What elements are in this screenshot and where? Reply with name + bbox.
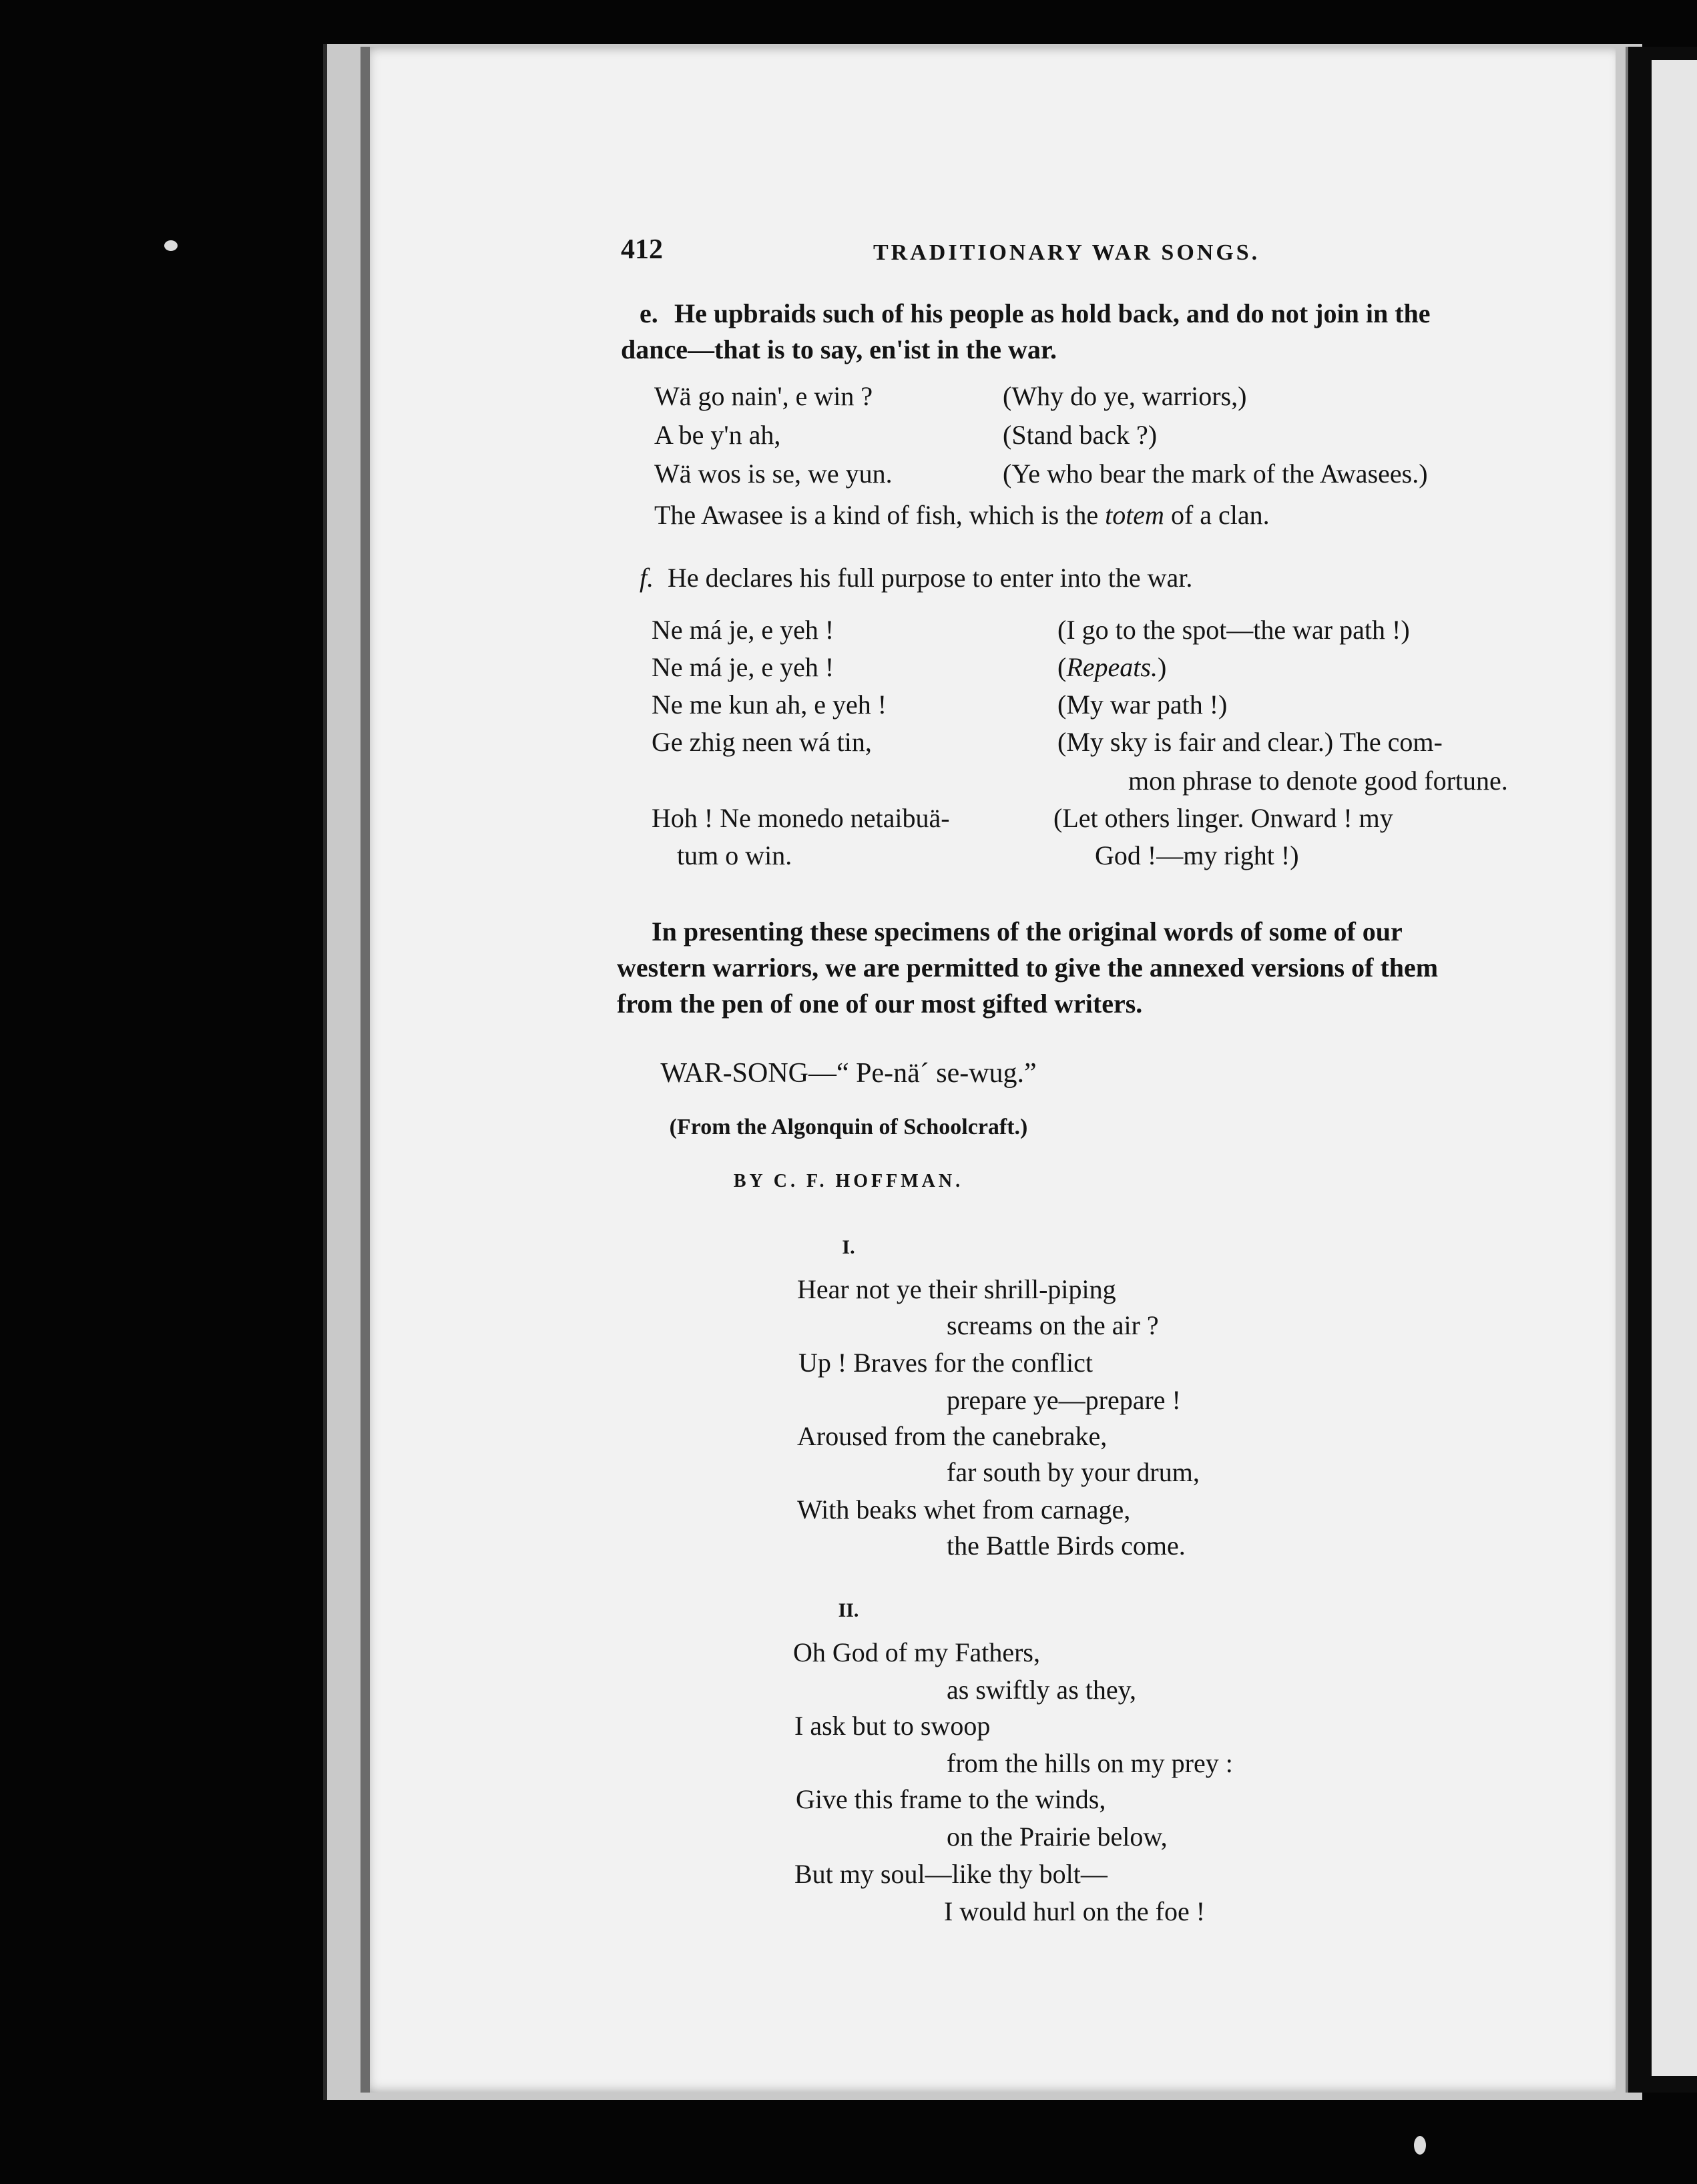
section-e-intro-line2: dance—that is to say, en'ist in the war. xyxy=(621,334,1057,364)
awasee-note-post: of a clan. xyxy=(1164,500,1270,530)
verse-line: Give this frame to the winds, xyxy=(796,1784,1106,1814)
section-e-marker: e. xyxy=(640,298,658,328)
verse-native: Ge zhig neen wá tin, xyxy=(652,727,872,757)
song-source: (From the Algonquin of Schoolcraft.) xyxy=(669,1115,1028,1139)
verse-english-continued: mon phrase to denote good fortune. xyxy=(1128,766,1508,796)
verse-line: far south by your drum, xyxy=(947,1457,1200,1487)
verse-english: (My war path !) xyxy=(1057,690,1228,720)
paragraph-line: In presenting these specimens of the original words of some of our xyxy=(652,916,1403,946)
verse-line: Up ! Braves for the conflict xyxy=(798,1348,1093,1378)
verse-native: Wä go nain', e win ? xyxy=(654,381,873,411)
verse-native: Ne má je, e yeh ! xyxy=(652,615,834,645)
verse-native: Ne me kun ah, e yeh ! xyxy=(652,690,887,720)
verse-native: Hoh ! Ne monedo netaibuä- xyxy=(652,803,950,833)
verse-line: I would hurl on the foe ! xyxy=(944,1896,1206,1926)
verse-native: Ne má je, e yeh ! xyxy=(652,652,834,682)
verse-english: (Why do ye, warriors,) xyxy=(1003,381,1247,411)
verse-english: (Stand back ?) xyxy=(1003,420,1158,450)
stanza-numeral: I. xyxy=(842,1236,855,1258)
verse-line: Oh God of my Fathers, xyxy=(793,1637,1040,1667)
song-byline: BY C. F. HOFFMAN. xyxy=(733,1171,964,1191)
verse-line: I ask but to swoop xyxy=(794,1711,991,1741)
verse-line: screams on the air ? xyxy=(947,1310,1159,1340)
verse-native-continued: tum o win. xyxy=(677,840,792,870)
scan-speck xyxy=(1414,2136,1426,2155)
verse-line: the Battle Birds come. xyxy=(947,1531,1186,1561)
verse-english-open: ( xyxy=(1057,652,1067,682)
verse-english: (My sky is fair and clear.) The com- xyxy=(1057,727,1443,757)
stanza-numeral: II. xyxy=(838,1599,859,1621)
section-f-marker: f. xyxy=(640,563,654,593)
page-number: 412 xyxy=(621,234,663,265)
verse-line: from the hills on my prey : xyxy=(947,1748,1233,1778)
scan-speck xyxy=(164,240,178,251)
awasee-note-pre: The Awasee is a kind of fish, which is the xyxy=(654,500,1106,530)
awasee-note xyxy=(654,499,1270,531)
verse-english: (I go to the spot—the war path !) xyxy=(1057,615,1410,645)
verse-line: But my soul—like thy bolt— xyxy=(794,1859,1108,1889)
verse-line: With beaks whet from carnage, xyxy=(797,1494,1131,1525)
verse-native: Wä wos is se, we yun. xyxy=(654,459,893,489)
verse-line: Hear not ye their shrill-piping xyxy=(797,1274,1116,1304)
verse-english-continued: God !—my right !) xyxy=(1095,840,1299,870)
verse-native: A be y'n ah, xyxy=(654,420,781,450)
verse-line: Aroused from the canebrake, xyxy=(797,1421,1108,1451)
verse-line: prepare ye—prepare ! xyxy=(947,1385,1181,1415)
section-e-intro-line1: He upbraids such of his people as hold back, and do not join in the xyxy=(674,298,1431,328)
awasee-note-italic: totem xyxy=(1105,500,1164,530)
verse-line: on the Prairie below, xyxy=(947,1822,1168,1852)
verse-english: (Let others linger. Onward ! my xyxy=(1053,803,1393,833)
song-title: WAR-SONG—“ Pe-nä´ se-wug.” xyxy=(660,1058,1037,1089)
section-f-intro: He declares his full purpose to enter into the war. xyxy=(668,563,1193,593)
verse-english: (Ye who bear the mark of the Awasees.) xyxy=(1003,459,1428,489)
running-title: TRADITIONARY WAR SONGS. xyxy=(873,240,1260,265)
paragraph-line: from the pen of one of our most gifted writers. xyxy=(617,989,1143,1019)
verse-english xyxy=(1057,651,1166,683)
verse-line: as swiftly as they, xyxy=(947,1675,1137,1705)
verse-english-close: ) xyxy=(1157,652,1167,682)
verse-english-italic: Repeats. xyxy=(1066,652,1158,682)
paragraph-line: western warriors, we are permitted to give the annexed versions of them xyxy=(617,952,1439,983)
